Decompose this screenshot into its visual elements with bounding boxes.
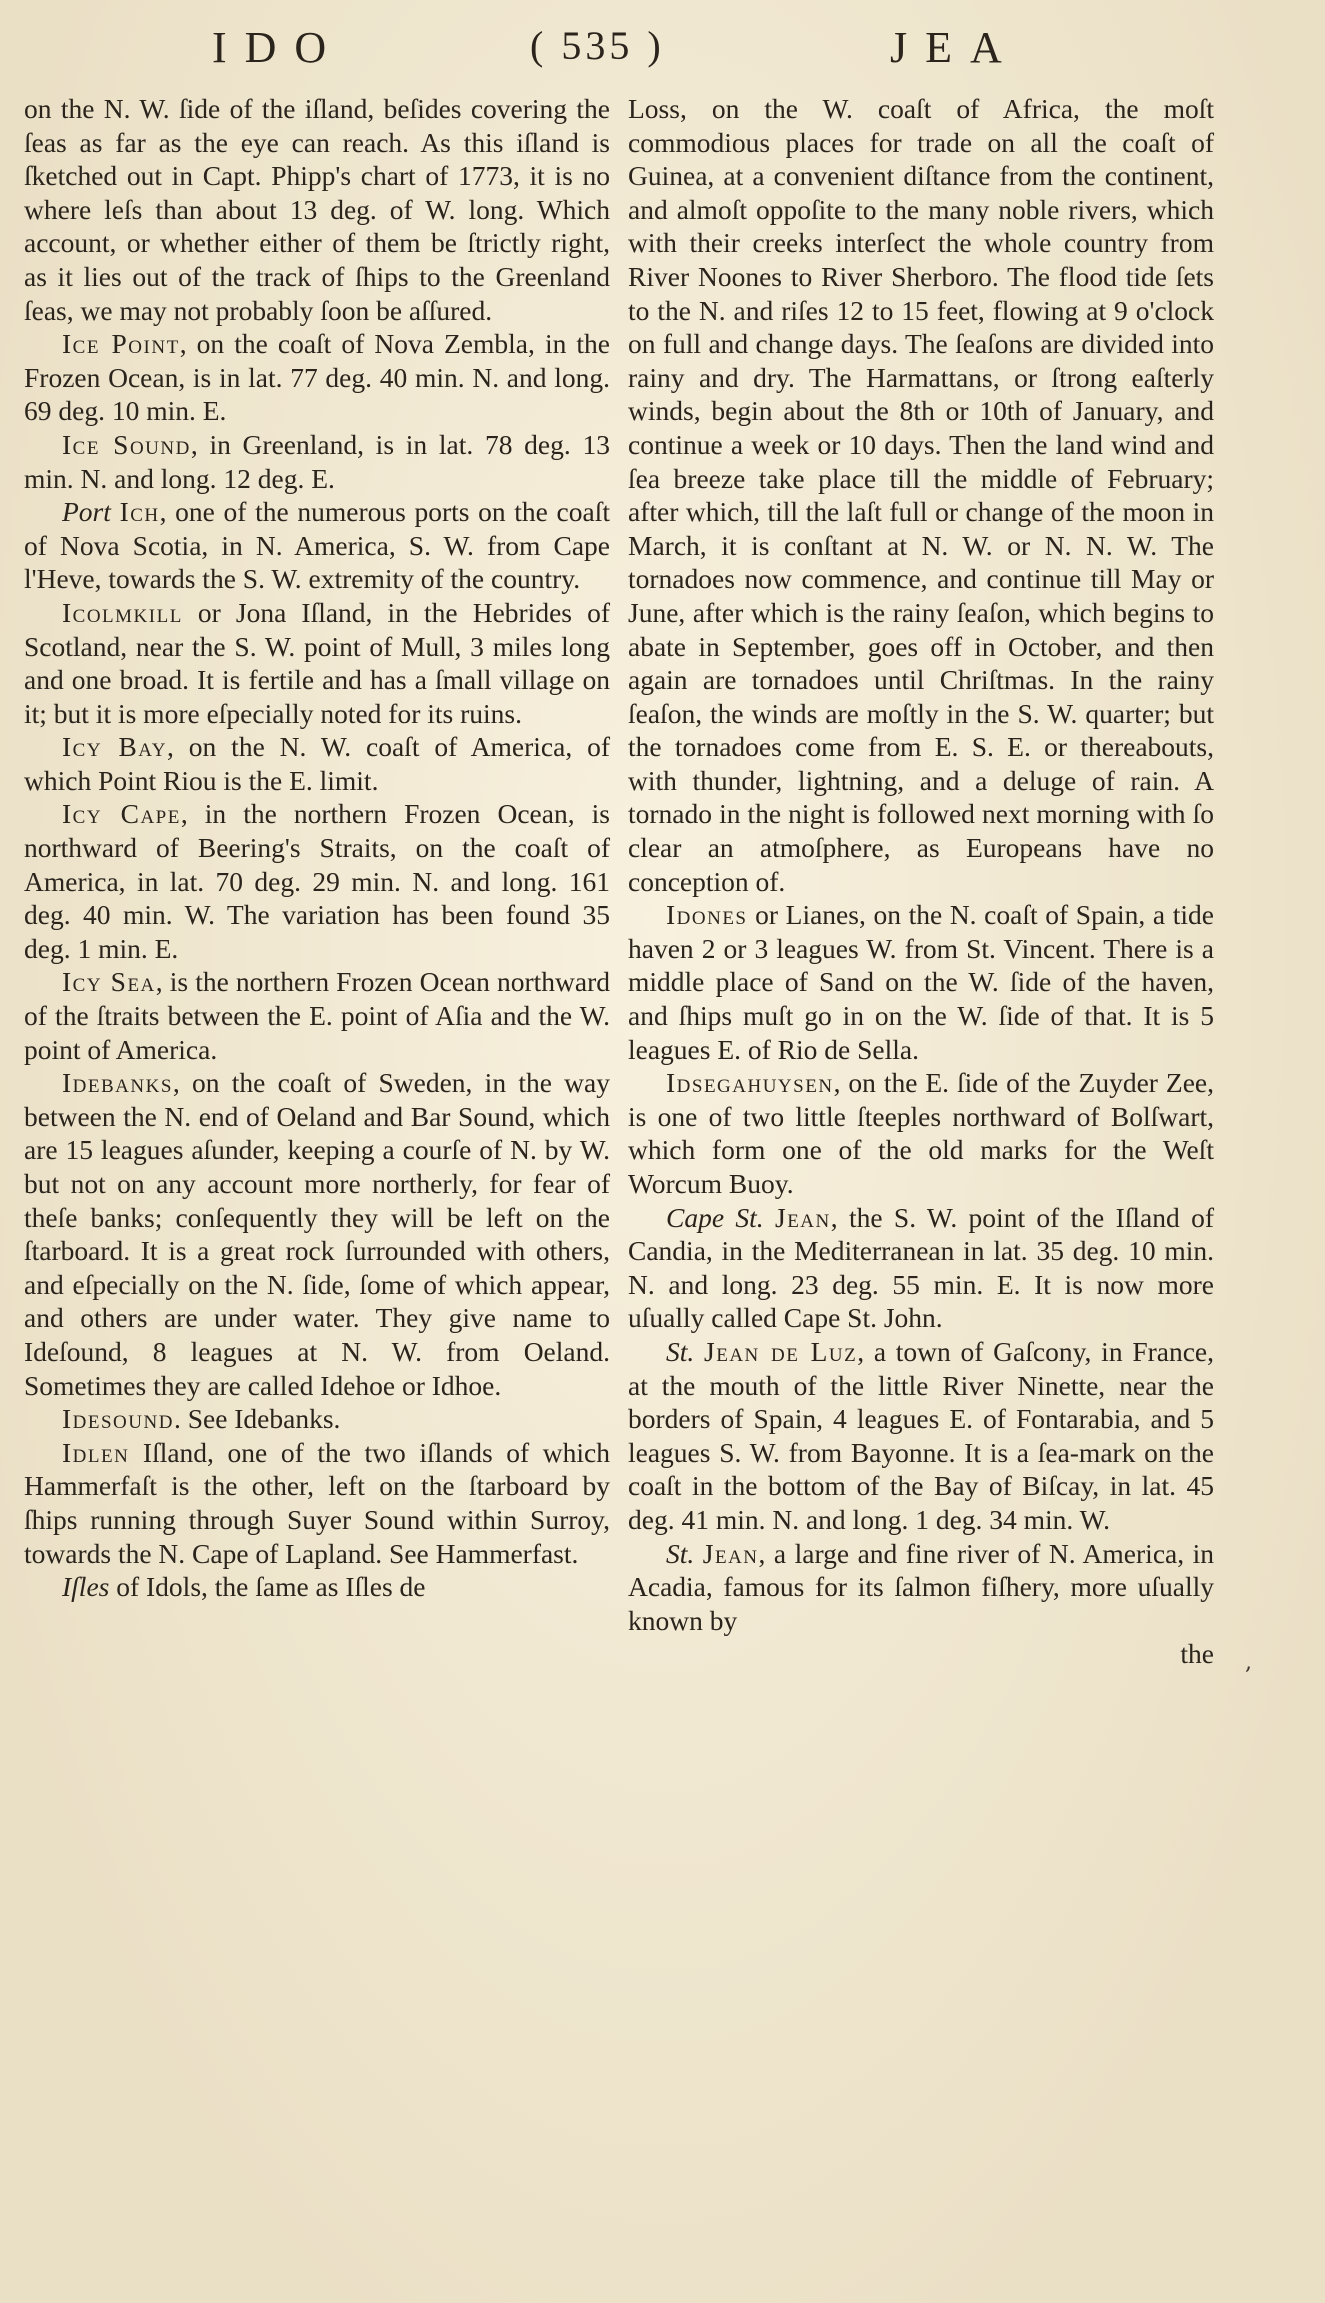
entry-headword: Idsegahuysen	[666, 1067, 834, 1099]
entry-icy-cape: Icy Cape, in the northern Frozen Ocean, is northward of Beering's Straits, on the coaſt of America, in lat. 70 deg. 29 min. N. and long. 161 deg. 40 min. W. The variation has been found 35 deg. 1 min. E.	[24, 798, 610, 964]
entry-st-jean-river: St. Jean, a large and fine river of N. America, in Acadia, famous for its ſalmon fiſhery, more uſually known by	[628, 1537, 1214, 1636]
entry-headword: Idebanks	[62, 1067, 173, 1099]
running-header	[0, 22, 1325, 82]
catchword: the	[1180, 1638, 1214, 1670]
entry-headword: Jean	[775, 1201, 831, 1233]
entry-continuation: on the N. W. ſide of the iſland, beſides covering the ſeas as far as the eye can reach. As this iſland is ſketched out in Capt. Phipp's chart of 1773, it is no where leſs than about 13 deg. of W. long. Which account, or whether either of them be ſtrictly right, as it lies out of the track of ſhips to the Greenland ſeas, we may not probably ſoon be aſſured.	[24, 93, 610, 326]
entry-headword: Ice Sound	[62, 428, 191, 460]
entry-st-jean-de-luz: St. Jean de Luz, a town of Gaſcony, in France, at the mouth of the little River Ninette, near the borders of Spain, 4 leagues E. of Fontarabia, and 5 leagues S. W. from Bayonne. It is a ſea-mark on the coaſt in the bottom of the Bay of Biſcay, in lat. 45 deg. 41 min. N. and long. 1 deg. 34 min. W.	[628, 1335, 1215, 1535]
left-column	[24, 92, 610, 1604]
entry-headword: Ice Point	[62, 328, 180, 360]
entry-headword: Ich	[119, 496, 160, 528]
right-column	[628, 92, 1214, 1671]
entry-idebanks: Idebanks, on the coaſt of Sweden, in the way between the N. end of Oeland and Bar Sound, which are 15 leagues aſunder, keeping a courſe of N. by W. but not on any account more northerly, for fear of theſe banks; conſequently they will be left on the ſtarboard. It is a great rock ſurrounded with others, and eſpecially on the N. ſide, ſome of which appear, and others are under water. They give name to Ideſound, 8 leagues at N. W. from Oeland. Sometimes they are called Idehoe or Idhoe.	[24, 1067, 610, 1401]
entry-idlen: Idlen Iſland, one of the two iſlands of which Hammerfaſt is the other, left on the ſtarboard by ſhips running through Suyer Sound within Surroy, towards the N. Cape of Lapland. See Hammerfast.	[24, 1436, 610, 1569]
entry-headword: Icy Sea	[62, 966, 156, 998]
entry-headword: Idesound	[62, 1403, 174, 1435]
entry-cape-st-jean: Cape St. Jean, the S. W. point of the Iſland of Candia, in the Mediterranean in lat. 35 deg. 10 min. N. and long. 23 deg. 55 min. E. It is now more uſually called Cape St. John.	[628, 1201, 1214, 1334]
entry-headword: Icolmkill	[62, 596, 183, 628]
entry-icy-bay: Icy Bay, on the N. W. coaſt of America, of which Point Riou is the E. limit.	[24, 731, 611, 796]
entry-idesound: Idesound. See Idebanks.	[62, 1403, 341, 1435]
entry-icy-sea: Icy Sea, is the northern Frozen Ocean northward of the ſtraits between the E. point of Aſia and the W. point of America.	[24, 966, 610, 1065]
entry-headword: Idones	[666, 899, 748, 931]
entry-headword: Icy Cape	[62, 798, 181, 830]
entry-ich: Port Ich, one of the numerous ports on the coaſt of Nova Scotia, in N. America, S. W. from Cape l'Heve, towards the S. W. extremity of the country.	[24, 496, 610, 595]
entry-ice-point: Ice Point, on the coaſt of Nova Zembla, in the Frozen Ocean, is in lat. 77 deg. 40 min. N. and long. 69 deg. 10 min. E.	[24, 328, 610, 427]
entry-icolmkill: Icolmkill or Jona Iſland, in the Hebrides of Scotland, near the S. W. point of Mull, 3 miles long and one broad. It is fertile and has a ſmall village on it; but it is more eſpecially noted for its ruins.	[24, 596, 610, 729]
entry-isles-of-idols: Iſles of Idols, the ſame as Iſles de	[62, 1571, 426, 1603]
margin-mark: ,	[1245, 1650, 1252, 1675]
entry-headword: Jean	[702, 1537, 759, 1569]
entry-continuation: Loss, on the W. coaſt of Africa, the moſt commodious places for trade on all the coaſt of Guinea, at a convenient diſtance from the continent, and almoſt oppoſite to the many noble rivers, which with their creeks interſect the whole country from River Noones to River Sherboro. The flood tide ſets to the N. and riſes 12 to 15 feet, flowing at 9 o'clock on full and change days. The ſeaſons are divided into rainy and dry. The Harmattans, or ſtrong eaſterly winds, begin about the 8th or 10th of January, and continue a week or 10 days. Then the land wind and ſea breeze take place till the middle of February; after which, till the laſt full or change of the moon in March, it is conſtant at N. W. or N. N. W. The tornadoes now commence, and continue till May or June, after which is the rainy ſeaſon, which begins to abate in September, goes off in October, and then again are tornadoes until Chriſtmas. In the rainy ſeaſon, the winds are moſtly in the S. W. quarter; but the tornadoes come from E. S. E. or thereabouts, with thunder, lightning, and a deluge of rain. A tornado in the night is followed next morning with ſo clear an atmoſphere, as Europeans have no conception of.	[628, 93, 1214, 897]
header-right-word: JEA	[890, 23, 1020, 72]
header-left-word: IDO	[212, 23, 345, 72]
entry-idsegahuysen: Idsegahuysen, on the E. ſide of the Zuyder Zee, is one of two little ſteeples northward of Bolſwart, which form one of the old marks for the Weſt Worcum Buoy.	[628, 1067, 1214, 1199]
page-number: ( 535 )	[530, 23, 665, 68]
entry-headword: Icy Bay	[62, 731, 167, 763]
entry-headword: Jean de Luz	[704, 1335, 858, 1367]
entry-headword: Idlen	[62, 1436, 130, 1468]
entry-idones: Idones or Lianes, on the N. coaſt of Spain, a tide haven 2 or 3 leagues W. from St. Vincent. There is a middle place of Sand on the W. ſide of the haven, and ſhips muſt go in on the W. ſide of that. It is 5 leagues E. of Rio de Sella.	[628, 899, 1214, 1065]
entry-ice-sound: Ice Sound, in Greenland, is in lat. 78 deg. 13 min. N. and long. 12 deg. E.	[24, 428, 610, 494]
